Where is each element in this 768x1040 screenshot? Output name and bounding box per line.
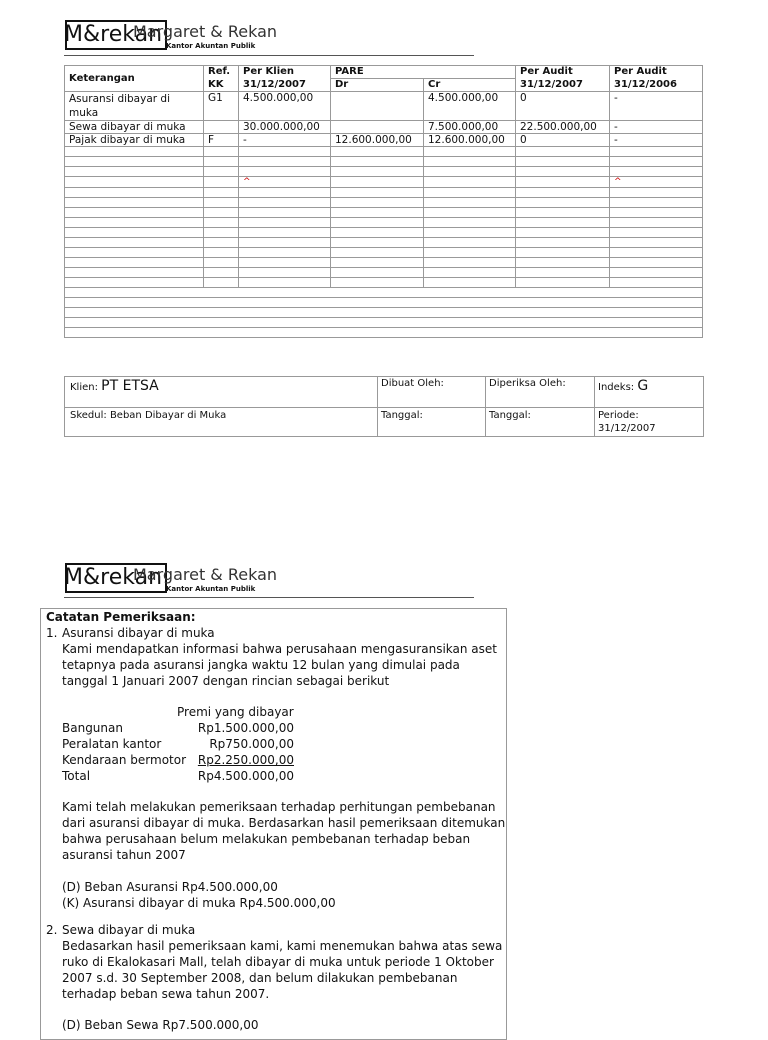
table-row: [65, 92, 703, 121]
journal-debit: (D) Beban Sewa Rp7.500.000,00: [62, 1018, 259, 1032]
premi-label: Kendaraan bermotor: [62, 753, 187, 767]
note-line: Kami mendapatkan informasi bahwa perusahaan mengasuransikan aset: [62, 642, 497, 656]
row-keterangan: Pajak dibayar di muka: [65, 134, 204, 147]
firm-subtitle: Kantor Akuntan Publik: [166, 42, 256, 50]
premi-label: Total: [62, 769, 91, 783]
col-pare: PARE: [331, 66, 516, 79]
tanggal-label-1: Tanggal:: [381, 410, 423, 421]
note-line: Kami telah melakukan pemeriksaan terhadap perhitungan pembebanan: [62, 800, 496, 814]
note-line: 2007 s.d. 30 September 2008, dan belum dilakukan pembebanan: [62, 971, 458, 985]
row-audit06: -: [610, 121, 703, 134]
row-audit06: -: [610, 92, 703, 121]
item-number: 2.: [46, 923, 58, 937]
premi-total: Rp4.500.000,00: [197, 769, 294, 783]
row-keterangan-line2: muka: [69, 107, 99, 119]
premi-value: Rp2.250.000,00: [197, 753, 294, 767]
indeks-field: [598, 380, 648, 394]
row-klien: -: [239, 134, 331, 147]
row-cr: 7.500.000,00: [424, 121, 516, 134]
note-line: terhadap beban sewa tahun 2007.: [62, 987, 270, 1001]
col-keterangan: Keterangan: [65, 66, 204, 92]
row-audit: 22.500.000,00: [516, 121, 610, 134]
note-line: asuransi tahun 2007: [62, 848, 186, 862]
col-audit-date: 31/12/2007: [516, 79, 610, 92]
col-klien: Per Klien: [239, 66, 331, 79]
col-audit06-date: 31/12/2006: [610, 79, 703, 92]
row-ref: [204, 121, 239, 134]
table-header-row: [65, 66, 703, 79]
row-dr: [331, 121, 424, 134]
col-klien-date: 31/12/2007: [239, 79, 331, 92]
row-keterangan: [65, 92, 204, 121]
row-ref: G1: [204, 92, 239, 121]
premi-value: Rp750.000,00: [209, 737, 294, 751]
firm-name: Margaret & Rekan: [133, 22, 278, 41]
row-cr: 12.600.000,00: [424, 134, 516, 147]
klien-value: PT ETSA: [101, 378, 159, 394]
journal-debit: (D) Beban Asuransi Rp4.500.000,00: [62, 880, 278, 894]
row-klien: 30.000.000,00: [239, 121, 331, 134]
diperiksa-oleh-label: Diperiksa Oleh:: [489, 378, 566, 389]
caret-row: [65, 177, 703, 188]
klien-field: [70, 380, 159, 394]
note-line: Bedasarkan hasil pemeriksaan kami, kami menemukan bahwa atas sewa: [62, 939, 503, 953]
note-line: ruko di Ekalokasari Mall, telah dibayar di muka untuk periode 1 Oktober: [62, 955, 494, 969]
row-audit: 0: [516, 134, 610, 147]
periode-label: Periode:: [598, 410, 639, 421]
note-line: tetapnya pada asuransi jangka waktu 12 bulan yang dimulai pada: [62, 658, 460, 672]
header-rule: [64, 55, 474, 56]
caret-mark: ^: [243, 177, 251, 187]
col-ref: Ref.: [204, 66, 239, 79]
row-audit: 0: [516, 92, 610, 121]
sign-off-box: [64, 376, 704, 437]
col-audit: Per Audit: [516, 66, 610, 79]
row-keterangan: Sewa dibayar di muka: [65, 121, 204, 134]
row-keterangan-line1: Asuransi dibayar di: [69, 93, 171, 105]
note-line: dari asuransi dibayar di muka. Berdasarkan hasil pemeriksaan ditemukan: [62, 816, 506, 830]
col-dr: Dr: [331, 79, 424, 92]
journal-credit: (K) Asuransi dibayar di muka Rp4.500.000,00: [62, 896, 336, 910]
row-dr: [331, 92, 424, 121]
col-ref-kk: KK: [204, 79, 239, 92]
premi-label: Peralatan kantor: [62, 737, 162, 751]
item-number: 1.: [46, 626, 58, 640]
firm-subtitle: Kantor Akuntan Publik: [166, 585, 256, 593]
periode-value: 31/12/2007: [598, 423, 656, 434]
logo: M&rekan: [64, 565, 163, 590]
col-cr: Cr: [424, 79, 516, 92]
caret-mark: ^: [614, 177, 622, 187]
firm-name: Margaret & Rekan: [133, 565, 278, 584]
indeks-value: G: [637, 378, 649, 394]
audit-notes: [40, 608, 507, 1040]
note-line: tanggal 1 Januari 2007 dengan rincian sebagai berikut: [62, 674, 390, 688]
klien-label: Klien:: [70, 382, 98, 393]
row-ref: F: [204, 134, 239, 147]
row-cr: 4.500.000,00: [424, 92, 516, 121]
skedul-label: Skedul: Beban Dibayar di Muka: [70, 410, 227, 421]
item-heading: Asuransi dibayar di muka: [62, 626, 215, 640]
premi-header: Premi yang dibayar: [177, 705, 294, 719]
logo: M&rekan: [64, 22, 163, 47]
dibuat-oleh-label: Dibuat Oleh:: [381, 378, 444, 389]
header-rule: [64, 597, 474, 598]
tanggal-label-2: Tanggal:: [489, 410, 531, 421]
row-dr: 12.600.000,00: [331, 134, 424, 147]
table-row: [65, 121, 703, 134]
item-heading: Sewa dibayar di muka: [62, 923, 196, 937]
indeks-label: Indeks:: [598, 382, 635, 393]
table-row: [65, 134, 703, 147]
premi-value: Rp1.500.000,00: [197, 721, 294, 735]
note-line: bahwa perusahaan belum melakukan pembebanan terhadap beban: [62, 832, 471, 846]
working-paper-table: [64, 65, 703, 338]
notes-title: Catatan Pemeriksaan:: [46, 610, 196, 624]
col-audit06: Per Audit: [610, 66, 703, 79]
premi-label: Bangunan: [62, 721, 123, 735]
row-klien: 4.500.000,00: [239, 92, 331, 121]
row-audit06: -: [610, 134, 703, 147]
